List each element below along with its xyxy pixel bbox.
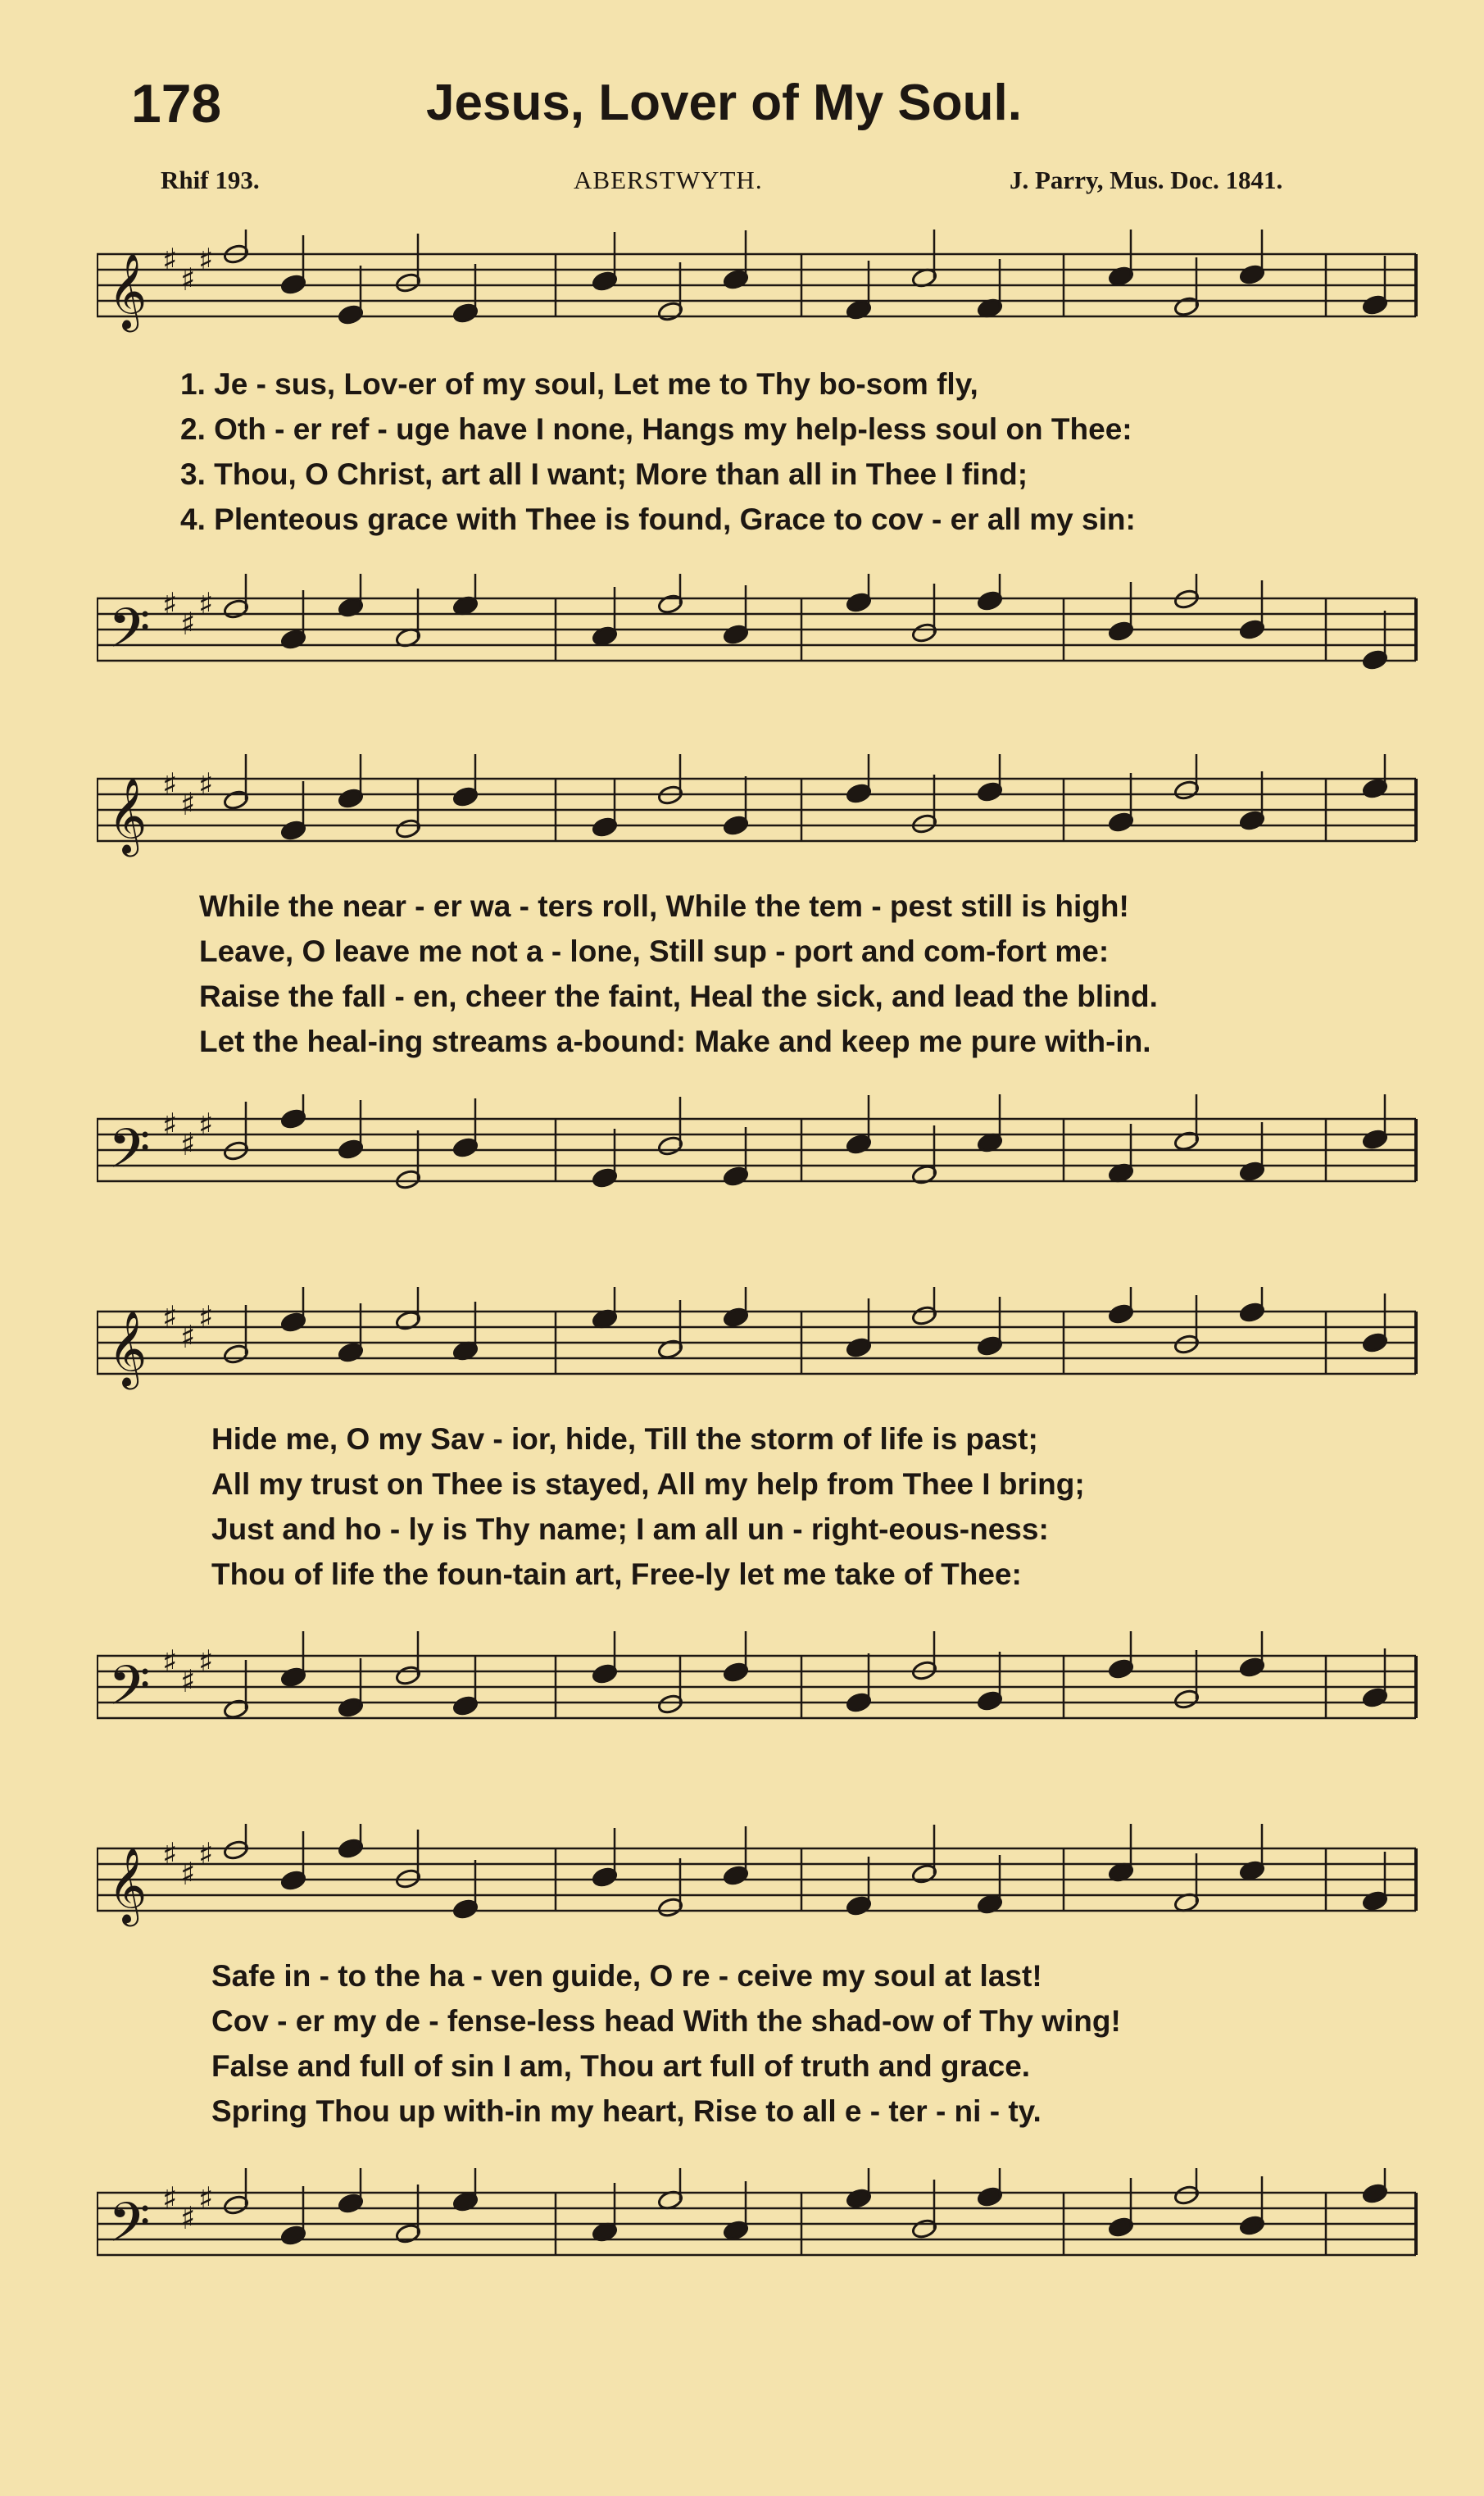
bass-staff-4 — [97, 2168, 1424, 2291]
sharp-icon: ♯ — [198, 2180, 214, 2216]
hymn-title: Jesus, Lover of My Soul. — [426, 75, 1022, 131]
treble-staff-2 — [97, 754, 1424, 877]
lyric-line: Cov - er my de - fense-less head With the shad-ow of Thy wing! — [211, 2004, 1121, 2038]
treble-clef-icon: 𝄞 — [108, 252, 147, 329]
bass-clef-icon: 𝄢 — [108, 597, 151, 673]
sharp-icon: ♯ — [180, 1663, 196, 1699]
treble-clef-icon: 𝄞 — [108, 1310, 147, 1386]
sharp-icon: ♯ — [180, 261, 196, 298]
sharp-icon: ♯ — [198, 1644, 214, 1680]
lyric-line: Spring Thou up with-in my heart, Rise to all e - ter - ni - ty. — [211, 2094, 1042, 2128]
treble-staff-4 — [97, 1824, 1424, 1947]
lyric-line: 2. Oth - er ref - uge have I none, Hangs my help-less soul on Thee: — [180, 412, 1132, 446]
sharp-icon: ♯ — [180, 1319, 196, 1355]
sharp-icon: ♯ — [180, 786, 196, 822]
sharp-icon: ♯ — [198, 1836, 214, 1872]
lyric-line: All my trust on Thee is stayed, All my help from Thee I bring; — [211, 1467, 1085, 1501]
lyric-line: Leave, O leave me not a - lone, Still sup - port and com-fort me: — [199, 934, 1110, 968]
lyric-line: Thou of life the foun-tain art, Free-ly let me take of Thee: — [211, 1557, 1022, 1591]
sharp-icon: ♯ — [198, 242, 214, 278]
bass-staff-2 — [97, 1094, 1424, 1217]
meter-reference: Rhif 193. — [161, 166, 260, 194]
sharp-icon: ♯ — [162, 1107, 178, 1143]
sharp-icon: ♯ — [198, 766, 214, 802]
bass-clef-icon: 𝄢 — [108, 1117, 151, 1193]
bass-clef-icon: 𝄢 — [108, 2191, 151, 2267]
sharp-icon: ♯ — [198, 586, 214, 622]
lyric-line: While the near - er wa - ters roll, While the tem - pest still is high! — [199, 889, 1129, 923]
lyric-line: 1. Je - sus, Lov-er of my soul, Let me to Thy bo-som fly, — [180, 367, 978, 401]
treble-staff-1 — [97, 230, 1424, 352]
sharp-icon: ♯ — [162, 766, 178, 802]
treble-staff-3 — [97, 1287, 1424, 1410]
lyric-line: 4. Plenteous grace with Thee is found, Grace to cov - er all my sin: — [180, 502, 1136, 536]
sharp-icon: ♯ — [162, 2180, 178, 2216]
composer-credit: J. Parry, Mus. Doc. 1841. — [1010, 166, 1283, 194]
treble-clef-icon: 𝄞 — [108, 1847, 147, 1923]
lyric-line: Raise the fall - en, cheer the faint, Heal the sick, and lead the blind. — [199, 980, 1158, 1013]
sharp-icon: ♯ — [180, 1856, 196, 1892]
sharp-icon: ♯ — [162, 1299, 178, 1335]
bass-clef-icon: 𝄢 — [108, 1654, 151, 1730]
lyric-line: Let the heal-ing streams a-bound: Make and keep me pure with-in. — [199, 1025, 1151, 1058]
sharp-icon: ♯ — [180, 2200, 196, 2236]
sharp-icon: ♯ — [198, 1107, 214, 1143]
sharp-icon: ♯ — [198, 1299, 214, 1335]
sharp-icon: ♯ — [162, 586, 178, 622]
bass-staff-1 — [97, 574, 1424, 697]
sharp-icon: ♯ — [180, 1126, 196, 1162]
sharp-icon: ♯ — [162, 1836, 178, 1872]
sharp-icon: ♯ — [180, 606, 196, 642]
treble-clef-icon: 𝄞 — [108, 777, 147, 853]
sharp-icon: ♯ — [162, 242, 178, 278]
tune-name: ABERSTWYTH. — [574, 166, 763, 194]
lyric-line: Safe in - to the ha - ven guide, O re - ceive my soul at last! — [211, 1959, 1042, 1993]
lyric-line: Hide me, O my Sav - ior, hide, Till the storm of life is past; — [211, 1422, 1038, 1456]
bass-staff-3 — [97, 1631, 1424, 1754]
lyric-line: False and full of sin I am, Thou art full of truth and grace. — [211, 2049, 1031, 2083]
sharp-icon: ♯ — [162, 1644, 178, 1680]
hymn-number: 178 — [131, 73, 222, 134]
lyric-line: Just and ho - ly is Thy name; I am all un - right-eous-ness: — [211, 1512, 1049, 1546]
lyric-line: 3. Thou, O Christ, art all I want; More than all in Thee I find; — [180, 457, 1028, 491]
